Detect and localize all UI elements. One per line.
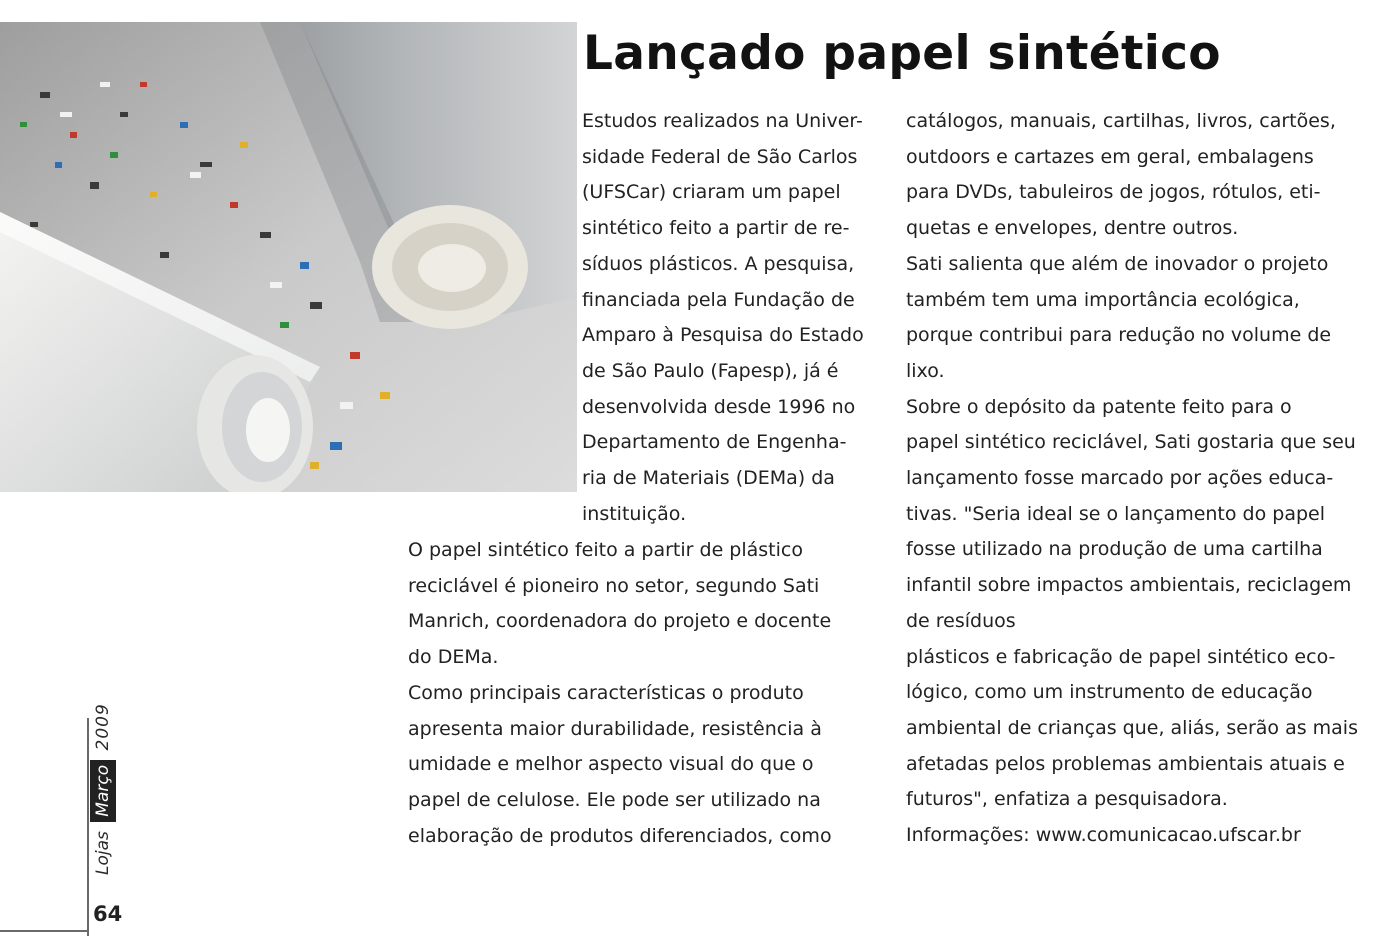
text-line: lançamento fosse marcado por ações educa- (906, 467, 1334, 490)
text-line: futuros", enfatiza a pesquisadora. (906, 788, 1228, 811)
issue-month-badge: Março (90, 760, 116, 822)
text-line: Departamento de Engenha- (582, 431, 847, 454)
text-line: papel de celulose. Ele pode ser utilizado na (408, 788, 821, 811)
text-line: ambiental de crianças que, aliás, serão as mais (906, 716, 1358, 739)
text-line: porque contribui para redução no volume de (906, 324, 1332, 347)
text-line: Sobre o depósito da patente feito para o (906, 395, 1292, 418)
column-1-paragraph (582, 104, 882, 532)
magazine-name: Lojas (93, 831, 113, 875)
text-line: lógico, como um instrumento de educação (906, 681, 1313, 704)
folio-running-head (90, 703, 116, 875)
text-line: do DEMa. (408, 646, 499, 669)
text-line: também tem uma importância ecológica, (906, 288, 1300, 311)
text-line: ria de Materiais (DEMa) da (582, 467, 835, 490)
text-line: Informações: www.comunicacao.ufscar.br (906, 824, 1301, 847)
article-column-1 (582, 104, 882, 532)
text-line: infantil sobre impactos ambientais, reciclagem (906, 574, 1352, 597)
column-2-paragraph (408, 533, 878, 854)
text-line: umidade e melhor aspecto visual do que o (408, 753, 814, 776)
text-line: Amparo à Pesquisa do Estado (582, 324, 864, 347)
text-line: papel sintético reciclável, Sati gostaria que seu (906, 431, 1356, 454)
folio-vertical-rule (87, 718, 89, 936)
text-line: Estudos realizados na Univer- (582, 110, 863, 132)
text-line: afetadas pelos problemas ambientais atuais e (906, 752, 1345, 775)
text-line: síduos plásticos. A pesquisa, (582, 252, 855, 275)
text-line: elaboração de produtos diferenciados, como (408, 824, 832, 847)
text-line: (UFSCar) criaram um papel (582, 181, 841, 204)
column-3-paragraph (906, 104, 1386, 854)
paper-rolls-image (0, 22, 577, 492)
text-line: fosse utilizado na produção de uma cartilha (906, 538, 1323, 561)
text-line: plásticos e fabricação de papel sintético eco- (906, 645, 1336, 668)
text-line: Manrich, coordenadora do projeto e docente (408, 610, 832, 633)
text-line: apresenta maior durabilidade, resistência à (408, 717, 822, 740)
text-line: instituição. (582, 502, 687, 525)
text-line: outdoors e cartazes em geral, embalagens (906, 145, 1314, 168)
text-line: Sati salienta que além de inovador o projeto (906, 252, 1329, 275)
text-line: quetas e envelopes, dentre outros. (906, 217, 1239, 240)
article-title: Lançado papel sintético (583, 26, 1221, 81)
article-column-2 (408, 533, 878, 854)
text-line: reciclável é pioneiro no setor, segundo Sati (408, 574, 820, 597)
text-line: tivas. "Seria ideal se o lançamento do papel (906, 502, 1326, 525)
issue-year: 2009 (93, 703, 113, 751)
article-column-3 (906, 104, 1386, 854)
text-line: para DVDs, tabuleiros de jogos, rótulos, eti- (906, 181, 1321, 204)
text-line: sintético feito a partir de re- (582, 217, 850, 240)
folio-bottom-rule (0, 930, 88, 932)
page-number: 64 (93, 902, 123, 926)
article-photo (0, 22, 577, 492)
text-line: O papel sintético feito a partir de plástico (408, 539, 803, 561)
text-line: lixo. (906, 359, 945, 382)
text-line: de resíduos (906, 609, 1016, 632)
text-line: Como principais características o produto (408, 681, 804, 704)
text-line: de São Paulo (Fapesp), já é (582, 359, 839, 382)
text-line: sidade Federal de São Carlos (582, 145, 858, 168)
text-line: financiada pela Fundação de (582, 288, 855, 311)
text-line: desenvolvida desde 1996 no (582, 395, 856, 418)
text-line: catálogos, manuais, cartilhas, livros, cartões, (906, 110, 1336, 132)
